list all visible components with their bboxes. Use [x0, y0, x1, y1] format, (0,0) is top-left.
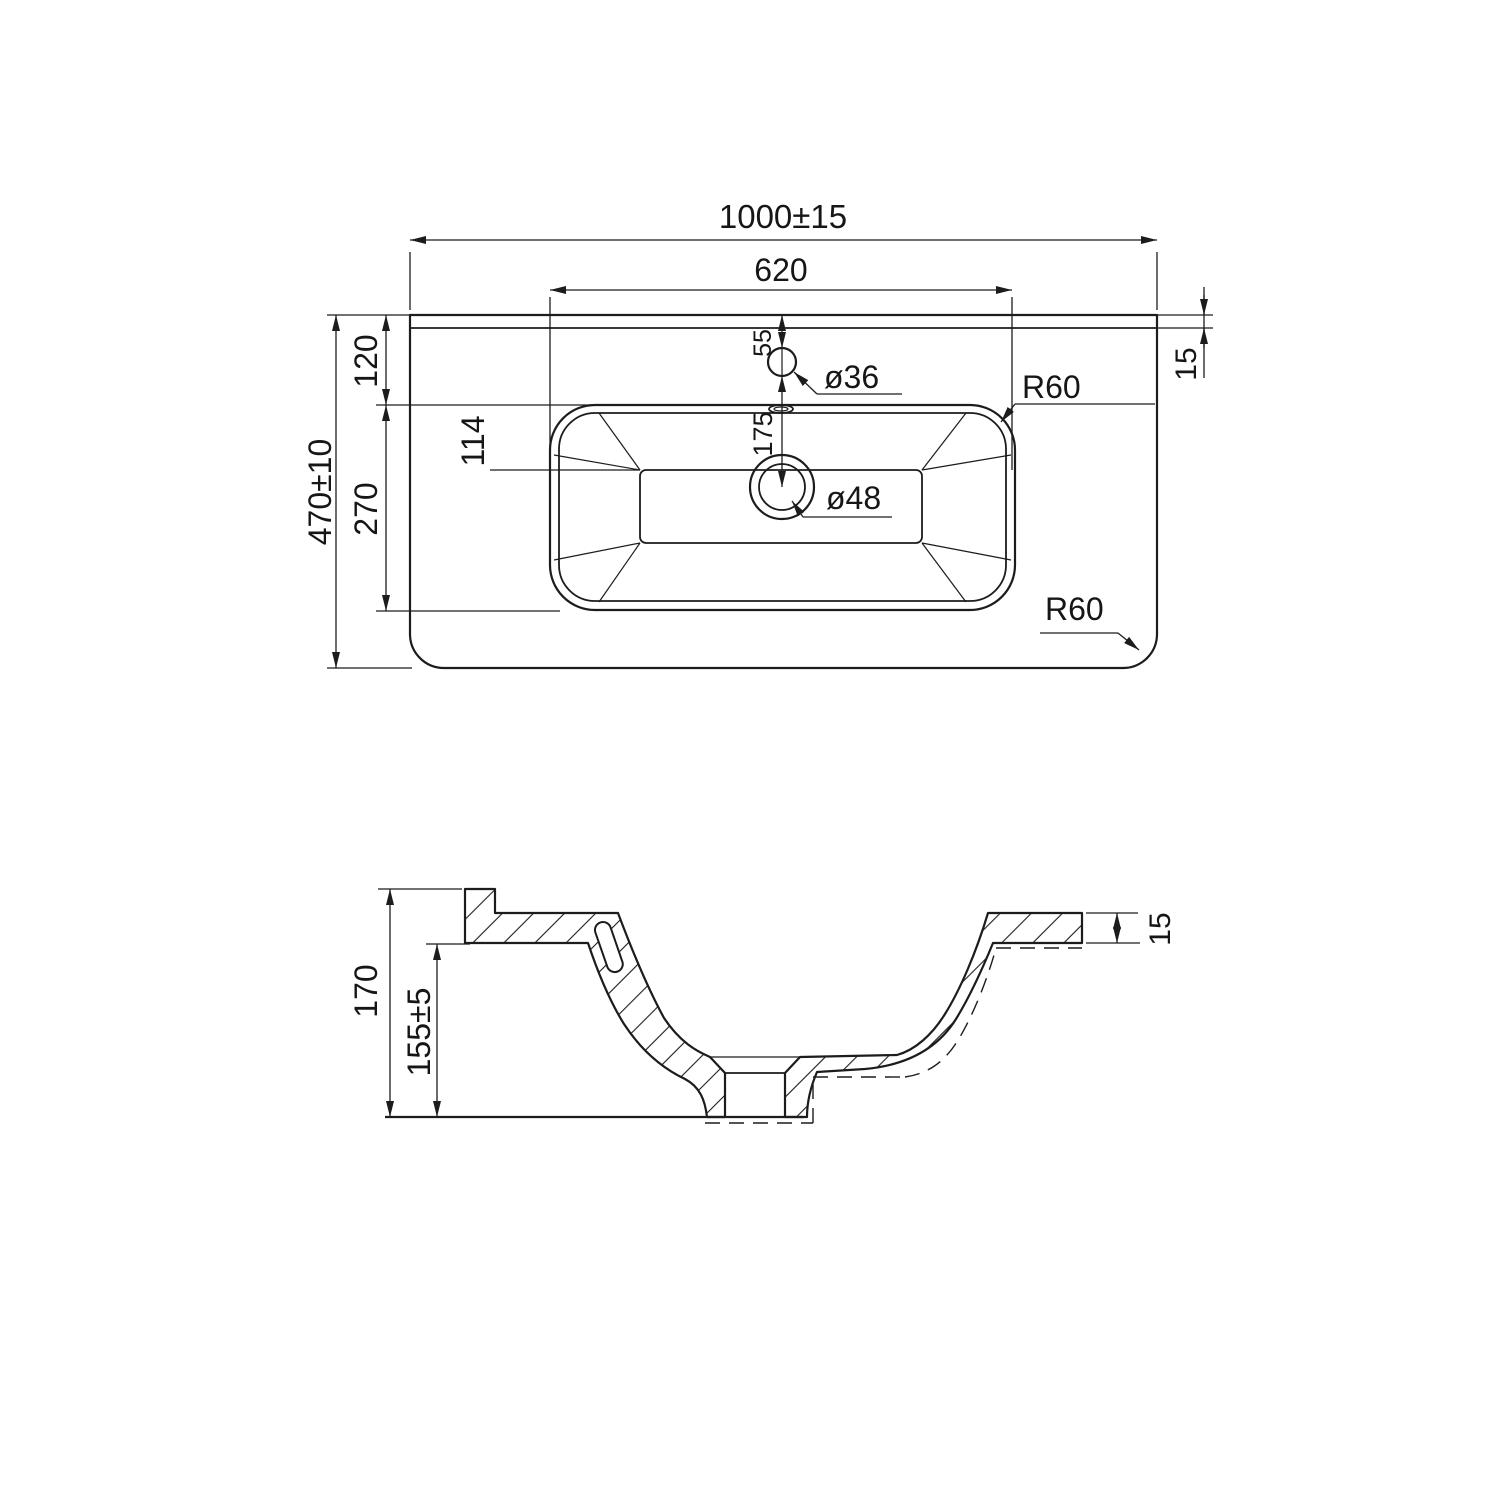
dim-faucet-offset — [749, 315, 782, 376]
dim-overall-width-label: 1000±15 — [718, 198, 848, 235]
dim-bowl-depth — [401, 944, 470, 1117]
dim-edge-thickness-plan — [1157, 287, 1213, 381]
dim-wall-ref-label: 114 — [455, 415, 491, 467]
dim-basin-depth-label: 270 — [348, 482, 384, 536]
section-right-wall — [785, 913, 1082, 1117]
section-left-wall — [465, 889, 725, 1117]
dim-faucet-offset-label: 55 — [749, 329, 777, 357]
dim-edge-thickness-plan-label: 15 — [1170, 347, 1203, 381]
dim-slab-thickness — [1086, 912, 1177, 945]
dim-slab-thickness-label: 15 — [1144, 912, 1177, 946]
dim-drain-diameter — [792, 480, 892, 517]
dim-counter-corner-radius-label: R60 — [1045, 591, 1104, 627]
section-view — [348, 889, 1177, 1123]
dim-wall-ref — [455, 415, 640, 470]
dim-overall-height-label: 170 — [348, 964, 384, 1018]
dim-counter-corner-radius — [1040, 591, 1139, 650]
dim-back-offset-label: 120 — [348, 334, 384, 388]
dim-basin-width — [550, 252, 1012, 470]
dim-overall-depth-label: 470±10 — [302, 438, 338, 546]
dim-drain-offset-label: 175 — [748, 411, 778, 457]
dim-faucet-diameter-label: ø36 — [824, 359, 880, 395]
plan-view — [302, 198, 1213, 668]
dim-drain-diameter-label: ø48 — [826, 480, 882, 516]
dim-basin-corner-radius — [1001, 369, 1155, 422]
dim-faucet-diameter — [794, 359, 902, 395]
hidden-outline — [705, 948, 1082, 1123]
dim-basin-corner-radius-label: R60 — [1022, 369, 1081, 405]
dim-bowl-depth-label: 155±5 — [401, 987, 437, 1077]
dim-back-offset — [348, 315, 386, 405]
dim-basin-width-label: 620 — [754, 252, 808, 288]
